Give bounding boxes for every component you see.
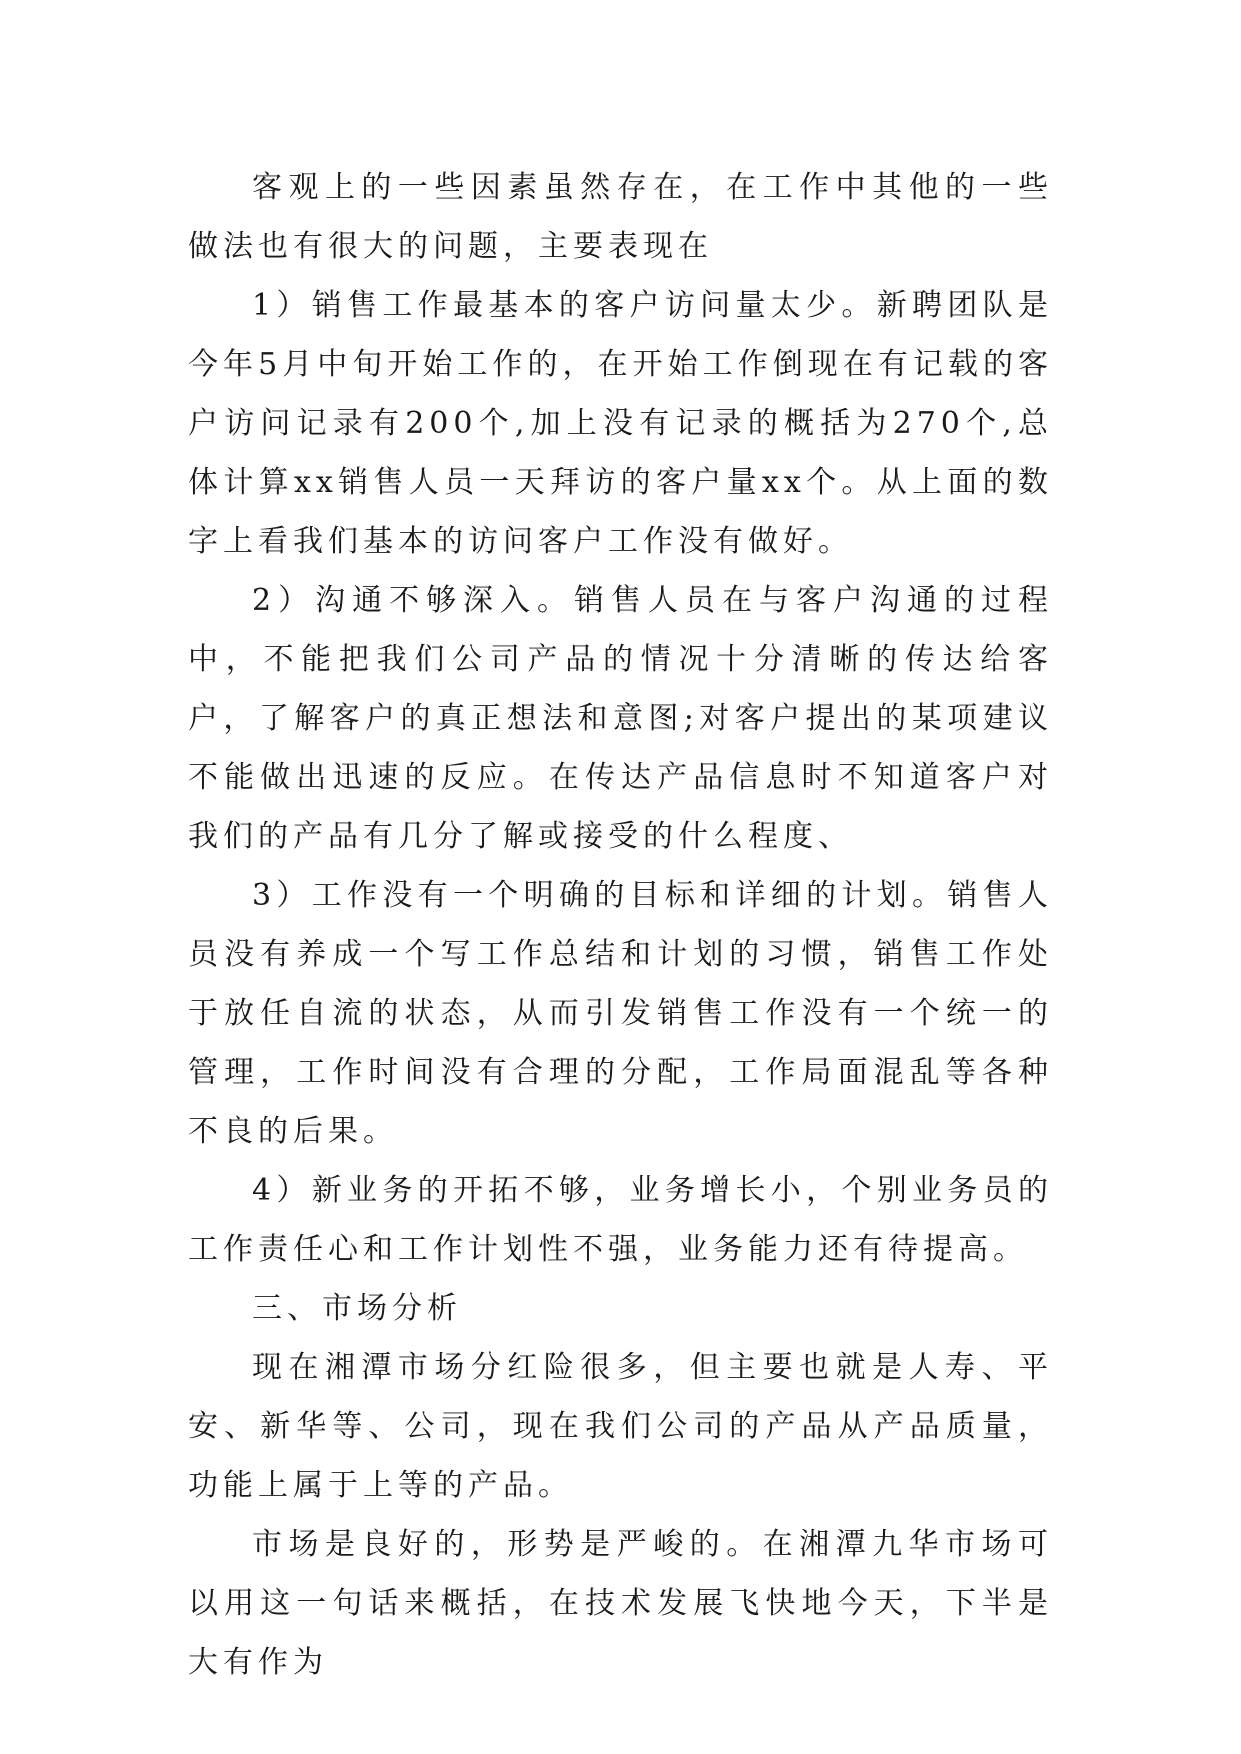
document-body: [188, 158, 1053, 1692]
paragraph-issue-3: 3）工作没有一个明确的目标和详细的计划。销售人员没有养成一个写工作总结和计划的习惯，销售工作处于放任自流的状态，从而引发销售工作没有一个统一的管理，工作时间没有合理的分配，工作局面混乱等各种不良的后果。: [188, 878, 1053, 1149]
paragraph-market-2: 市场是良好的，形势是严峻的。在湘潭九华市场可以用这一句话来概括，在技术发展飞快地今天，下半是大有作为: [188, 1527, 1053, 1680]
paragraph-issue-1: 1）销售工作最基本的客户访问量太少。新聘团队是今年5月中旬开始工作的，在开始工作倒现在有记载的客户访问记录有200个,加上没有记录的概括为270个,总体计算xx销售人员一天拜访的客户量xx个。从上面的数字上看我们基本的访问客户工作没有做好。: [188, 288, 1053, 559]
paragraph-issue-2: 2）沟通不够深入。销售人员在与客户沟通的过程中，不能把我们公司产品的情况十分清晰的传达给客户，了解客户的真正想法和意图;对客户提出的某项建议不能做出迅速的反应。在传达产品信息时不知道客户对我们的产品有几分了解或接受的什么程度、: [188, 583, 1053, 854]
paragraph-intro: 客观上的一些因素虽然存在，在工作中其他的一些做法也有很大的问题，主要表现在: [188, 170, 1053, 264]
section-heading-market-analysis: 三、市场分析: [252, 1291, 462, 1326]
paragraph-market-1: 现在湘潭市场分红险很多，但主要也就是人寿、平安、新华等、公司，现在我们公司的产品从产品质量，功能上属于上等的产品。: [188, 1350, 1053, 1503]
paragraph-issue-4: 4）新业务的开拓不够，业务增长小，个别业务员的工作责任心和工作计划性不强，业务能力还有待提高。: [188, 1173, 1053, 1267]
